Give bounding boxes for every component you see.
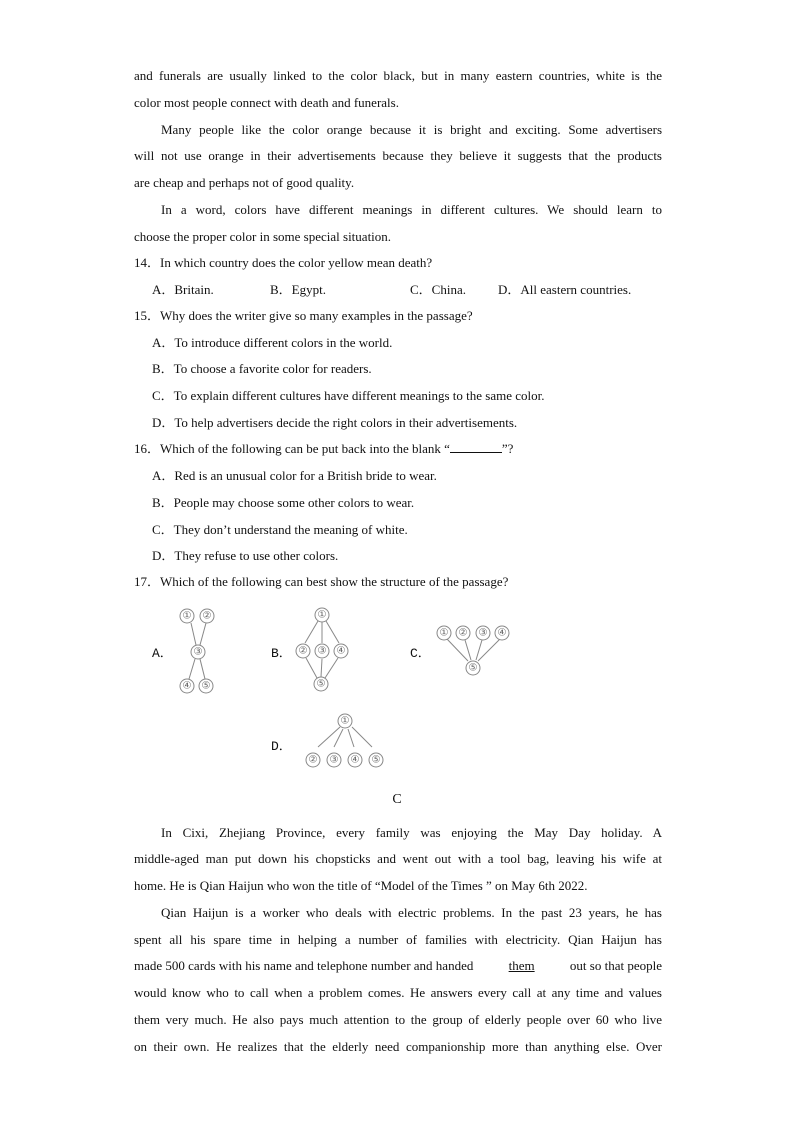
q14-option-c: C．China. [410, 282, 466, 297]
passage-line: Many people like the color orange because it is bright and exciting. Some advertisers [161, 122, 662, 137]
diagram-d [306, 714, 383, 767]
node-2: ② [308, 754, 318, 766]
q14-option-a: A．Britain. [152, 282, 214, 297]
q16-option-a: A．Red is an unusual color for a British bride to wear. [152, 468, 437, 483]
passage-line: Qian Haijun is a worker who deals with electric problems. In the past 23 years, he has [161, 905, 662, 920]
node-5: ⑤ [201, 680, 211, 692]
q15-option-a: A．To introduce different colors in the world. [152, 335, 393, 350]
passage-line: will not use orange in their advertisements because they believe it suggests that the products [134, 148, 662, 163]
passage-line: home. He is Qian Haijun who won the title of “Model of the Times ” on May 6th 2022. [134, 878, 588, 893]
underlined-word: them [508, 958, 535, 973]
passage-line: on their own. He realizes that the elderly need companionship more than anything else. Over [134, 1039, 662, 1054]
diagram-b [296, 608, 348, 691]
passage-line: would know who to call when a problem comes. He answers every call at any time and values [134, 985, 662, 1000]
q16-stem-end: ”? [501, 441, 514, 456]
q17-option-a-label: A． [152, 646, 173, 661]
node-3: ③ [478, 627, 488, 639]
q14-option-d: D．All eastern countries. [498, 282, 632, 297]
node-2: ② [298, 645, 308, 657]
passage-line: choose the proper color in some special situation. [134, 229, 392, 244]
q16-stem-text: 16．Which of the following can be put back into the blank “ [134, 441, 450, 456]
q16-option-b: B．People may choose some other colors to wear. [152, 495, 415, 510]
node-2: ② [458, 627, 468, 639]
node-4: ④ [350, 754, 360, 766]
q15-option-c: C．To explain different cultures have different meanings to the same color. [152, 388, 545, 403]
q15-option-b: B．To choose a favorite color for readers. [152, 361, 372, 376]
passage-line: In a word, colors have different meanings in different cultures. We should learn to [161, 202, 662, 217]
node-3: ③ [317, 645, 327, 657]
node-5: ⑤ [371, 754, 381, 766]
node-1: ① [439, 627, 449, 639]
q17-option-b-label: B． [271, 646, 292, 661]
passage-line: color most people connect with death and funerals. [134, 95, 399, 110]
node-3: ③ [193, 646, 203, 658]
node-1: ① [317, 609, 327, 621]
passage-text: made 500 cards with his name and telephone number and handed [134, 958, 474, 973]
node-3: ③ [329, 754, 339, 766]
node-1: ① [182, 610, 192, 622]
q17-option-c-label: C． [410, 646, 431, 661]
q16-option-d: D．They refuse to use other colors. [152, 548, 339, 563]
q15-option-d: D．To help advertisers decide the right colors in their advertisements. [152, 415, 518, 430]
passage-line: In Cixi, Zhejiang Province, every family was enjoying the May Day holiday. A [161, 825, 662, 840]
question-14-stem: 14．In which country does the color yellow mean death? [134, 255, 433, 270]
diagram-c [437, 626, 509, 675]
node-4: ④ [497, 627, 507, 639]
node-2: ② [202, 610, 212, 622]
passage-line: spent all his spare time in helping a number of families with electricity. Qian Haijun has [134, 932, 662, 947]
q14-option-b: B．Egypt. [270, 282, 326, 297]
passage-line: them very much. He also pays much attention to the group of elderly people over 60 who live [134, 1012, 662, 1027]
node-4: ④ [336, 645, 346, 657]
node-5: ⑤ [316, 678, 326, 690]
question-15-stem: 15．Why does the writer give so many examples in the passage? [134, 308, 473, 323]
passage-line: and funerals are usually linked to the color black, but in many eastern countries, white is the [134, 68, 662, 83]
q17-option-d-label: D． [271, 739, 292, 754]
passage-line [134, 957, 662, 975]
node-4: ④ [182, 680, 192, 692]
passage-line: middle-aged man put down his chopsticks and went out with a tool bag, leaving his wife at [134, 851, 662, 866]
passage-line: are cheap and perhaps not of good quality. [134, 175, 355, 190]
section-heading: C [392, 792, 402, 807]
q16-option-c: C．They don’t understand the meaning of white. [152, 522, 408, 537]
node-1: ① [340, 715, 350, 727]
question-17-stem: 17．Which of the following can best show the structure of the passage? [134, 574, 509, 589]
diagram-a [180, 609, 214, 693]
passage-text: out so that people [569, 958, 662, 973]
node-5: ⑤ [468, 662, 478, 674]
